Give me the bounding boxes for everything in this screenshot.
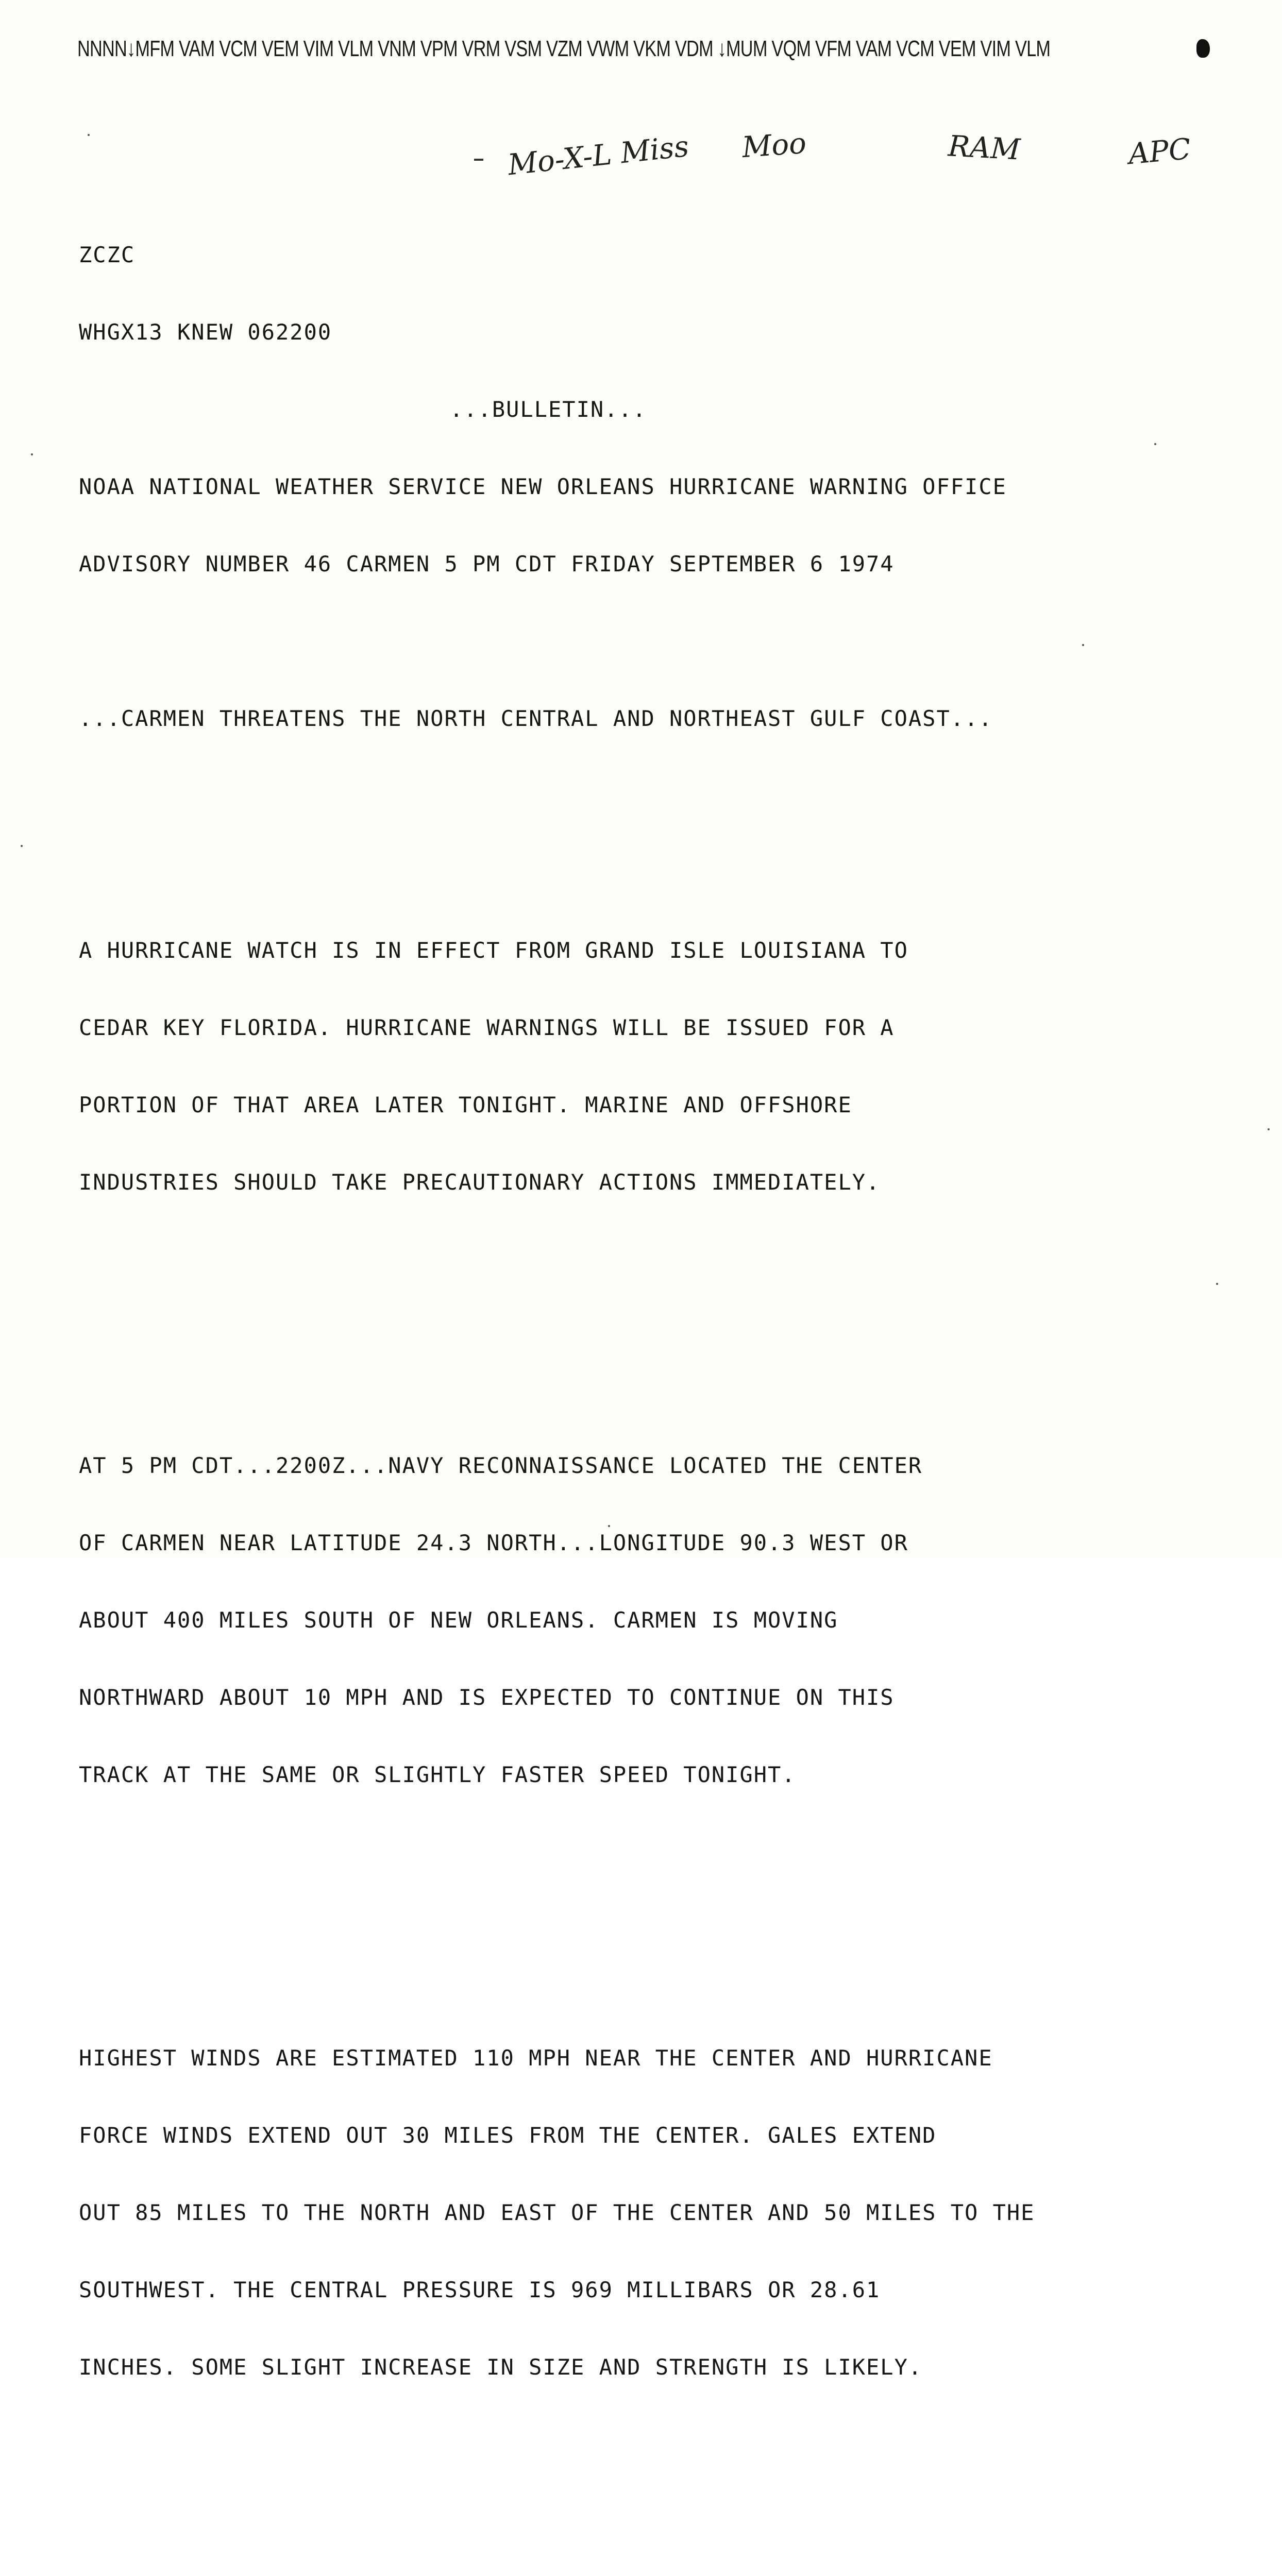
scan-speck <box>88 134 90 136</box>
paragraph-watch <box>79 886 1035 1247</box>
paragraph-line: INDUSTRIES SHOULD TAKE PRECAUTIONARY ACTIONS IMMEDIATELY. <box>79 1170 881 1195</box>
paragraph-line: AT 5 PM CDT...2200Z...NAVY RECONNAISSANCE LOCATED THE CENTER <box>79 1453 923 1478</box>
paragraph-line: OUT 85 MILES TO THE NORTH AND EAST OF THE CENTER AND 50 MILES TO THE <box>79 2200 1035 2225</box>
scan-speck <box>1268 1128 1270 1130</box>
ink-blot <box>1196 39 1210 58</box>
paragraph-line: NORTHWARD ABOUT 10 MPH AND IS EXPECTED TO CONTINUE ON THIS <box>79 1685 895 1710</box>
paragraph-line: A HURRICANE WATCH IS IN EFFECT FROM GRAND ISLE LOUISIANA TO <box>79 938 908 963</box>
paragraph-winds <box>79 1994 1035 2432</box>
handwritten-note-3: RAM <box>947 129 1021 167</box>
scan-speck <box>608 1525 610 1527</box>
scan-speck <box>1154 443 1156 445</box>
paragraph-line: PORTION OF THAT AREA LATER TONIGHT. MARINE AND OFFSHORE <box>79 1092 852 1117</box>
message-id: WHGX13 KNEW 062200 <box>79 319 332 345</box>
handwritten-note-1: Mo-X-L Miss <box>506 129 690 182</box>
scan-speck <box>31 453 33 455</box>
message-start: ZCZC <box>79 242 136 267</box>
paragraph-line: HIGHEST WINDS ARE ESTIMATED 110 MPH NEAR THE CENTER AND HURRICANE <box>79 2045 993 2071</box>
bulletin-heading: ...BULLETIN... <box>450 397 647 422</box>
routing-codes: NNNN↓MFM VAM VCM VEM VIM VLM VNM VPM VRM VSM VZM VWM VKM VDM ↓MUM VQM VFM VAM VCM VEM VIM VLM <box>77 36 1051 61</box>
handwritten-dash <box>474 159 483 161</box>
advisory-message <box>79 191 1035 2576</box>
scan-speck <box>21 845 23 847</box>
paragraph-line: SOUTHWEST. THE CENTRAL PRESSURE IS 969 MILLIBARS OR 28.61 <box>79 2277 881 2302</box>
headline: ...CARMEN THREATENS THE NORTH CENTRAL AND NORTHEAST GULF COAST... <box>79 706 993 731</box>
paragraph-line: TRACK AT THE SAME OR SLIGHTLY FASTER SPEED TONIGHT. <box>79 1762 796 1787</box>
scan-speck <box>1082 644 1084 646</box>
scan-speck <box>1216 1283 1218 1285</box>
handwritten-note-4: APC <box>1127 132 1192 172</box>
paragraph-line: INCHES. SOME SLIGHT INCREASE IN SIZE AND STRENGTH IS LIKELY. <box>79 2354 923 2380</box>
handwritten-note-2: Moo <box>740 126 807 165</box>
office-line: NOAA NATIONAL WEATHER SERVICE NEW ORLEANS HURRICANE WARNING OFFICE <box>79 474 1007 499</box>
advisory-line: ADVISORY NUMBER 46 CARMEN 5 PM CDT FRIDAY SEPTEMBER 6 1974 <box>79 551 895 577</box>
paragraph-line: OF CARMEN NEAR LATITUDE 24.3 NORTH...LONGITUDE 90.3 WEST OR <box>79 1530 908 1555</box>
paragraph-line: FORCE WINDS EXTEND OUT 30 MILES FROM THE CENTER. GALES EXTEND <box>79 2123 937 2148</box>
paragraph-line: ABOUT 400 MILES SOUTH OF NEW ORLEANS. CARMEN IS MOVING <box>79 1607 838 1633</box>
paragraph-line: CEDAR KEY FLORIDA. HURRICANE WARNINGS WILL BE ISSUED FOR A <box>79 1015 895 1040</box>
paragraph-position <box>79 1401 1035 1839</box>
